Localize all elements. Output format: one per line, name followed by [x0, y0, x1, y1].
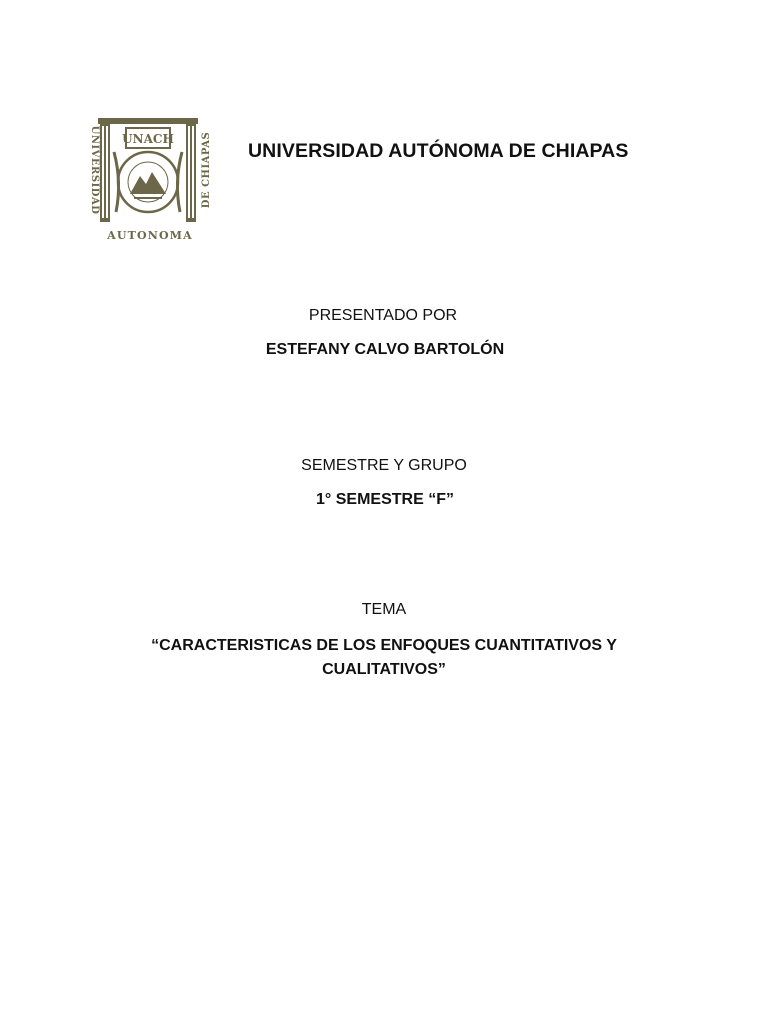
logo-right-text: DE CHIAPAS: [201, 131, 212, 209]
unach-seal-icon: [78, 112, 218, 244]
logo-bottom-text: AUTONOMA: [107, 229, 193, 242]
semestre-value: 1° SEMESTRE “F”: [316, 491, 454, 508]
logo-acronym: UNACH: [122, 132, 174, 146]
presentado-label: PRESENTADO POR: [308, 307, 458, 324]
logo-left-text: UNIVERSIDAD: [89, 125, 100, 215]
tema-value: [0, 634, 768, 682]
tema-value-line1: “CARACTERISTICAS DE LOS ENFOQUES CUANTITATIVOS Y: [151, 637, 617, 654]
tema-value-line2: CUALITATIVOS”: [322, 661, 446, 678]
tema-label: TEMA: [361, 601, 407, 618]
presentado-value: ESTEFANY CALVO BARTOLÓN: [265, 341, 505, 358]
university-name: UNIVERSIDAD AUTÓNOMA DE CHIAPAS: [248, 140, 629, 162]
semestre-label: SEMESTRE Y GRUPO: [301, 457, 467, 474]
